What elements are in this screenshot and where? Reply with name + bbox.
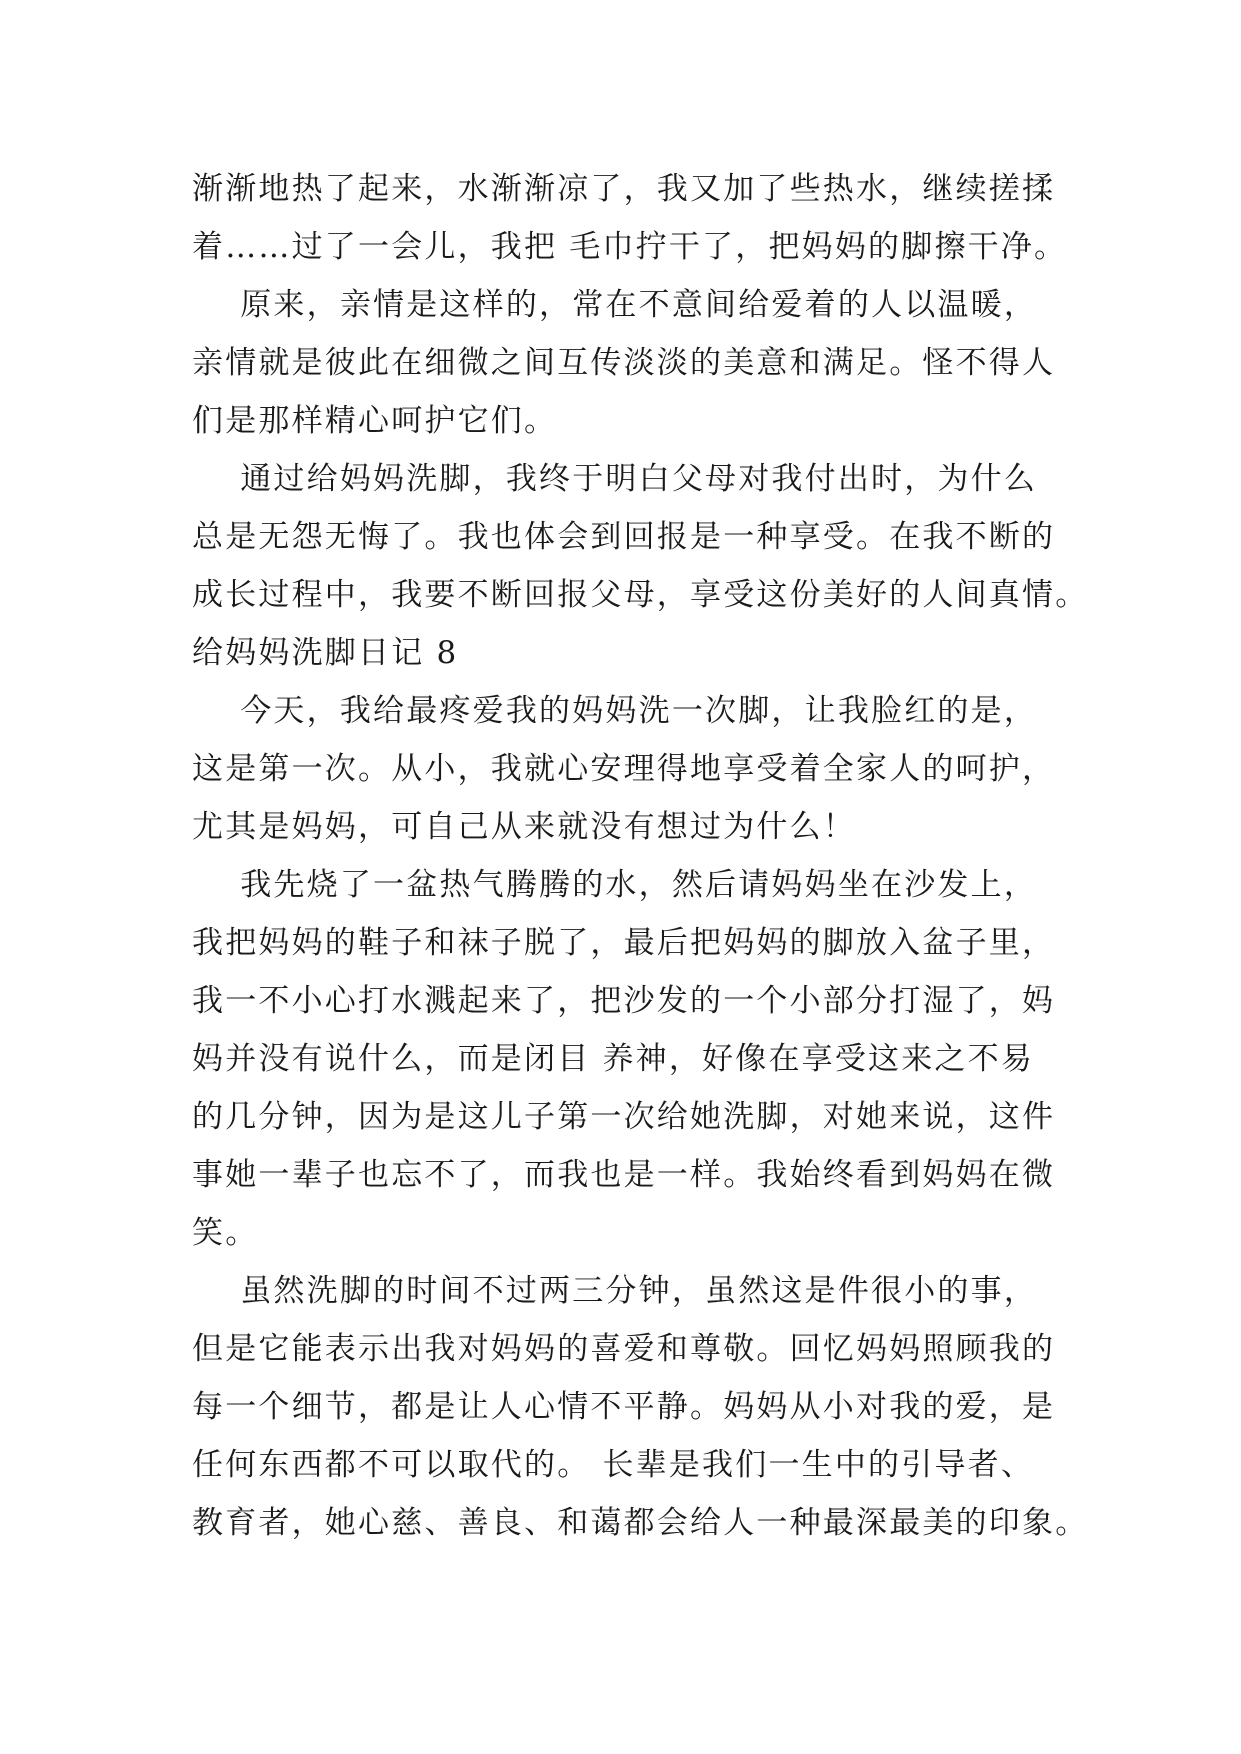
text-line: 但是它能表示出我对妈妈的喜爱和尊敬。回忆妈妈照顾我的 bbox=[192, 1331, 1056, 1367]
text-line: 通过给妈妈洗脚，我终于明白父母对我付出时，为什么 bbox=[192, 461, 1038, 497]
text-line: 着……过了一会儿，我把 毛巾拧干了，把妈妈的脚擦干净。 bbox=[192, 229, 1068, 265]
text-line: 我先烧了一盆热气腾腾的水，然后请妈妈坐在沙发上， bbox=[192, 867, 1038, 903]
text-line: 今天，我给最疼爱我的妈妈洗一次脚，让我脸红的是， bbox=[192, 693, 1038, 729]
text-line: 成长过程中，我要不断回报父母，享受这份美好的人间真情。 bbox=[192, 577, 1089, 613]
text-line: 妈并没有说什么，而是闭目 养神，好像在享受这来之不易 bbox=[192, 1041, 1035, 1077]
text-line: 笑。 bbox=[192, 1215, 259, 1251]
text-line: 原来，亲情是这样的，常在不意间给爱着的人以温暖， bbox=[192, 287, 1038, 323]
text-line: 教育者，她心慈、善良、和蔼都会给人一种最深最美的印象。 bbox=[192, 1505, 1089, 1541]
text-line: 任何东西都不可以取代的。 长辈是我们一生中的引导者、 bbox=[192, 1447, 1035, 1483]
section-heading: 给妈妈洗脚日记 8 bbox=[192, 635, 459, 671]
document-body bbox=[192, 160, 1089, 1552]
text-line: 的几分钟，因为是这儿子第一次给她洗脚，对她来说，这件 bbox=[192, 1099, 1056, 1135]
text-line: 渐渐地热了起来，水渐渐凉了，我又加了些热水，继续搓揉 bbox=[192, 171, 1056, 207]
text-line: 虽然洗脚的时间不过两三分钟，虽然这是件很小的事， bbox=[192, 1273, 1038, 1309]
text-line: 这是第一次。从小，我就心安理得地享受着全家人的呵护， bbox=[192, 751, 1056, 787]
text-line: 事她一辈子也忘不了，而我也是一样。我始终看到妈妈在微 bbox=[192, 1157, 1056, 1193]
text-line: 总是无怨无悔了。我也体会到回报是一种享受。在我不断的 bbox=[192, 519, 1056, 555]
text-line: 尤其是妈妈，可自己从来就没有想过为什么！ bbox=[192, 809, 856, 845]
text-line: 我把妈妈的鞋子和袜子脱了，最后把妈妈的脚放入盆子里， bbox=[192, 925, 1056, 961]
text-line: 亲情就是彼此在细微之间互传淡淡的美意和满足。怪不得人 bbox=[192, 345, 1056, 381]
text-line: 我一不小心打水溅起来了，把沙发的一个小部分打湿了，妈 bbox=[192, 983, 1056, 1019]
text-line: 每一个细节，都是让人心情不平静。妈妈从小对我的爱，是 bbox=[192, 1389, 1056, 1425]
text-line: 们是那样精心呵护它们。 bbox=[192, 403, 558, 439]
